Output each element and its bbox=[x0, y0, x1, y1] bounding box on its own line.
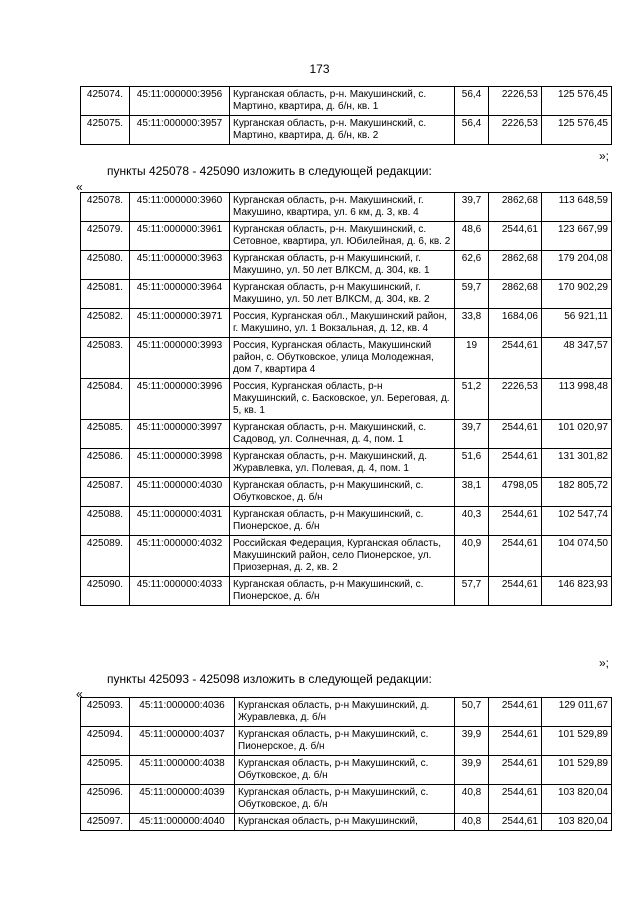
address-cell: Курганская область, р-н Макушинский, с. Пионерское, д. б/н bbox=[230, 507, 455, 536]
area-cell: 40,3 bbox=[455, 507, 489, 536]
address-cell: Курганская область, р-н Макушинский, с. Обутковское, д. б/н bbox=[235, 756, 455, 785]
cadastral-number-cell: 45:11:000000:3971 bbox=[130, 309, 230, 338]
table-row bbox=[81, 280, 612, 309]
row-number-cell: 425090. bbox=[81, 577, 130, 606]
table-3-body bbox=[81, 698, 612, 831]
area-cell: 38,1 bbox=[455, 478, 489, 507]
area-cell: 51,6 bbox=[455, 449, 489, 478]
cadastral-number-cell: 45:11:000000:4036 bbox=[130, 698, 235, 727]
cadastral-value-cell: 179 204,08 bbox=[542, 251, 612, 280]
unit-price-cell: 2862,68 bbox=[489, 193, 542, 222]
unit-price-cell: 2544,61 bbox=[489, 756, 542, 785]
unit-price-cell: 2544,61 bbox=[489, 420, 542, 449]
table-row bbox=[81, 536, 612, 577]
closing-quote-1: »; bbox=[598, 149, 609, 163]
unit-price-cell: 2226,53 bbox=[489, 116, 542, 145]
address-cell: Курганская область, р-н. Макушинский, с. Садовод, ул. Солнечная, д. 4, пом. 1 bbox=[230, 420, 455, 449]
table-row bbox=[81, 727, 612, 756]
cadastral-number-cell: 45:11:000000:3963 bbox=[130, 251, 230, 280]
cadastral-number-cell: 45:11:000000:4033 bbox=[130, 577, 230, 606]
row-number-cell: 425075. bbox=[81, 116, 130, 145]
row-number-cell: 425078. bbox=[81, 193, 130, 222]
table-row bbox=[81, 309, 612, 338]
cadastral-value-cell: 102 547,74 bbox=[542, 507, 612, 536]
table-row bbox=[81, 116, 612, 145]
cadastral-number-cell: 45:11:000000:4037 bbox=[130, 727, 235, 756]
cadastral-value-cell: 101 529,89 bbox=[542, 727, 612, 756]
unit-price-cell: 2226,53 bbox=[489, 379, 542, 420]
table-row bbox=[81, 193, 612, 222]
cadastral-value-cell: 146 823,93 bbox=[542, 577, 612, 606]
area-cell: 56,4 bbox=[455, 87, 489, 116]
table-3 bbox=[80, 697, 612, 831]
address-cell: Россия, Курганская обл., Макушинский район, г. Макушино, ул. 1 Вокзальная, д. 12, кв. 4 bbox=[230, 309, 455, 338]
unit-price-cell: 2544,61 bbox=[489, 222, 542, 251]
cadastral-number-cell: 45:11:000000:3964 bbox=[130, 280, 230, 309]
table-row bbox=[81, 785, 612, 814]
area-cell: 59,7 bbox=[455, 280, 489, 309]
cadastral-number-cell: 45:11:000000:4032 bbox=[130, 536, 230, 577]
table-row bbox=[81, 87, 612, 116]
row-number-cell: 425095. bbox=[81, 756, 130, 785]
table-row bbox=[81, 222, 612, 251]
cadastral-number-cell: 45:11:000000:3960 bbox=[130, 193, 230, 222]
row-number-cell: 425079. bbox=[81, 222, 130, 251]
table-row bbox=[81, 449, 612, 478]
cadastral-value-cell: 103 820,04 bbox=[542, 785, 612, 814]
cadastral-value-cell: 123 667,99 bbox=[542, 222, 612, 251]
cadastral-number-cell: 45:11:000000:3961 bbox=[130, 222, 230, 251]
table-row bbox=[81, 756, 612, 785]
table-row bbox=[81, 478, 612, 507]
row-number-cell: 425083. bbox=[81, 338, 130, 379]
cadastral-value-cell: 113 648,59 bbox=[542, 193, 612, 222]
cadastral-number-cell: 45:11:000000:3996 bbox=[130, 379, 230, 420]
cadastral-number-cell: 45:11:000000:4030 bbox=[130, 478, 230, 507]
cadastral-number-cell: 45:11:000000:3956 bbox=[130, 87, 230, 116]
cadastral-number-cell: 45:11:000000:4031 bbox=[130, 507, 230, 536]
row-number-cell: 425087. bbox=[81, 478, 130, 507]
cadastral-number-cell: 45:11:000000:3957 bbox=[130, 116, 230, 145]
row-number-cell: 425096. bbox=[81, 785, 130, 814]
directive-2: пункты 425093 - 425098 изложить в следующей редакции: bbox=[107, 672, 432, 686]
unit-price-cell: 4798,05 bbox=[489, 478, 542, 507]
address-cell: Россия, Курганская область, Макушинский район, с. Обутковское, улица Молодежная, дом 7, квартира 4 bbox=[230, 338, 455, 379]
unit-price-cell: 2862,68 bbox=[489, 251, 542, 280]
address-cell: Курганская область, р-н Макушинский, bbox=[235, 814, 455, 831]
unit-price-cell: 2544,61 bbox=[489, 536, 542, 577]
cadastral-value-cell: 48 347,57 bbox=[542, 338, 612, 379]
area-cell: 39,9 bbox=[455, 727, 489, 756]
unit-price-cell: 2544,61 bbox=[489, 785, 542, 814]
cadastral-value-cell: 104 074,50 bbox=[542, 536, 612, 577]
row-number-cell: 425088. bbox=[81, 507, 130, 536]
table-row bbox=[81, 251, 612, 280]
cadastral-value-cell: 182 805,72 bbox=[542, 478, 612, 507]
area-cell: 62,6 bbox=[455, 251, 489, 280]
cadastral-value-cell: 129 011,67 bbox=[542, 698, 612, 727]
directive-1: пункты 425078 - 425090 изложить в следующей редакции: bbox=[107, 164, 432, 178]
area-cell: 40,8 bbox=[455, 785, 489, 814]
area-cell: 40,9 bbox=[455, 536, 489, 577]
address-cell: Курганская область, р-н Макушинский, г. Макушино, ул. 50 лет ВЛКСМ, д. 304, кв. 1 bbox=[230, 251, 455, 280]
cadastral-number-cell: 45:11:000000:3998 bbox=[130, 449, 230, 478]
area-cell: 51,2 bbox=[455, 379, 489, 420]
row-number-cell: 425080. bbox=[81, 251, 130, 280]
table-row bbox=[81, 338, 612, 379]
address-cell: Курганская область, р-н Макушинский, г. Макушино, ул. 50 лет ВЛКСМ, д. 304, кв. 2 bbox=[230, 280, 455, 309]
opening-quote-2: « bbox=[76, 687, 83, 701]
address-cell: Курганская область, р-н Макушинский, с. Обутковское, д. б/н bbox=[235, 785, 455, 814]
address-cell: Курганская область, р-н. Макушинский, с. Сетовное, квартира, ул. Юбилейная, д. 6, кв. 2 bbox=[230, 222, 455, 251]
cadastral-value-cell: 131 301,82 bbox=[542, 449, 612, 478]
row-number-cell: 425093. bbox=[81, 698, 130, 727]
table-row bbox=[81, 698, 612, 727]
unit-price-cell: 2544,61 bbox=[489, 698, 542, 727]
address-cell: Курганская область, р-н. Макушинский, д. Журавлевка, ул. Полевая, д. 4, пом. 1 bbox=[230, 449, 455, 478]
cadastral-value-cell: 170 902,29 bbox=[542, 280, 612, 309]
cadastral-number-cell: 45:11:000000:3997 bbox=[130, 420, 230, 449]
row-number-cell: 425074. bbox=[81, 87, 130, 116]
address-cell: Курганская область, р-н. Макушинский, с. Мартино, квартира, д. б/н, кв. 2 bbox=[230, 116, 455, 145]
area-cell: 40,8 bbox=[455, 814, 489, 831]
address-cell: Курганская область, р-н Макушинский, с. Пионерское, д. б/н bbox=[230, 577, 455, 606]
cadastral-value-cell: 113 998,48 bbox=[542, 379, 612, 420]
area-cell: 57,7 bbox=[455, 577, 489, 606]
area-cell: 33,8 bbox=[455, 309, 489, 338]
unit-price-cell: 2544,61 bbox=[489, 449, 542, 478]
table-row bbox=[81, 577, 612, 606]
cadastral-value-cell: 125 576,45 bbox=[542, 116, 612, 145]
address-cell: Российская Федерация, Курганская область, Макушинский район, село Пионерское, ул. Приозерная, д. 2, кв. 2 bbox=[230, 536, 455, 577]
address-cell: Курганская область, р-н Макушинский, с. Обутковское, д. б/н bbox=[230, 478, 455, 507]
cadastral-number-cell: 45:11:000000:4039 bbox=[130, 785, 235, 814]
address-cell: Курганская область, р-н Макушинский, д. Журавлевка, д. б/н bbox=[235, 698, 455, 727]
address-cell: Курганская область, р-н. Макушинский, г. Макушино, квартира, ул. 6 км, д. 3, кв. 4 bbox=[230, 193, 455, 222]
table-row bbox=[81, 507, 612, 536]
address-cell: Курганская область, р-н Макушинский, с. Пионерское, д. б/н bbox=[235, 727, 455, 756]
cadastral-number-cell: 45:11:000000:4038 bbox=[130, 756, 235, 785]
area-cell: 39,9 bbox=[455, 756, 489, 785]
unit-price-cell: 2544,61 bbox=[489, 577, 542, 606]
address-cell: Россия, Курганская область, р-н Макушинский, с. Басковское, ул. Береговая, д. 5, кв. 1 bbox=[230, 379, 455, 420]
page-number: 173 bbox=[309, 62, 330, 76]
table-1 bbox=[80, 86, 612, 145]
area-cell: 39,7 bbox=[455, 193, 489, 222]
closing-quote-2: »; bbox=[598, 656, 609, 670]
table-row bbox=[81, 420, 612, 449]
address-cell: Курганская область, р-н. Макушинский, с. Мартино, квартира, д. б/н, кв. 1 bbox=[230, 87, 455, 116]
cadastral-number-cell: 45:11:000000:3993 bbox=[130, 338, 230, 379]
unit-price-cell: 2544,61 bbox=[489, 814, 542, 831]
area-cell: 48,6 bbox=[455, 222, 489, 251]
row-number-cell: 425094. bbox=[81, 727, 130, 756]
row-number-cell: 425081. bbox=[81, 280, 130, 309]
area-cell: 56,4 bbox=[455, 116, 489, 145]
unit-price-cell: 1684,06 bbox=[489, 309, 542, 338]
row-number-cell: 425089. bbox=[81, 536, 130, 577]
table-2-body bbox=[81, 193, 612, 606]
unit-price-cell: 2544,61 bbox=[489, 338, 542, 379]
area-cell: 50,7 bbox=[455, 698, 489, 727]
area-cell: 39,7 bbox=[455, 420, 489, 449]
table-row bbox=[81, 379, 612, 420]
row-number-cell: 425097. bbox=[81, 814, 130, 831]
row-number-cell: 425085. bbox=[81, 420, 130, 449]
table-1-body bbox=[81, 87, 612, 145]
cadastral-value-cell: 101 020,97 bbox=[542, 420, 612, 449]
unit-price-cell: 2544,61 bbox=[489, 727, 542, 756]
row-number-cell: 425082. bbox=[81, 309, 130, 338]
unit-price-cell: 2862,68 bbox=[489, 280, 542, 309]
row-number-cell: 425084. bbox=[81, 379, 130, 420]
unit-price-cell: 2544,61 bbox=[489, 507, 542, 536]
cadastral-value-cell: 103 820,04 bbox=[542, 814, 612, 831]
row-number-cell: 425086. bbox=[81, 449, 130, 478]
table-2 bbox=[80, 192, 612, 606]
cadastral-value-cell: 56 921,11 bbox=[542, 309, 612, 338]
opening-quote-1: « bbox=[76, 180, 83, 194]
area-cell: 19 bbox=[455, 338, 489, 379]
table-row bbox=[81, 814, 612, 831]
cadastral-value-cell: 125 576,45 bbox=[542, 87, 612, 116]
unit-price-cell: 2226,53 bbox=[489, 87, 542, 116]
cadastral-value-cell: 101 529,89 bbox=[542, 756, 612, 785]
cadastral-number-cell: 45:11:000000:4040 bbox=[130, 814, 235, 831]
